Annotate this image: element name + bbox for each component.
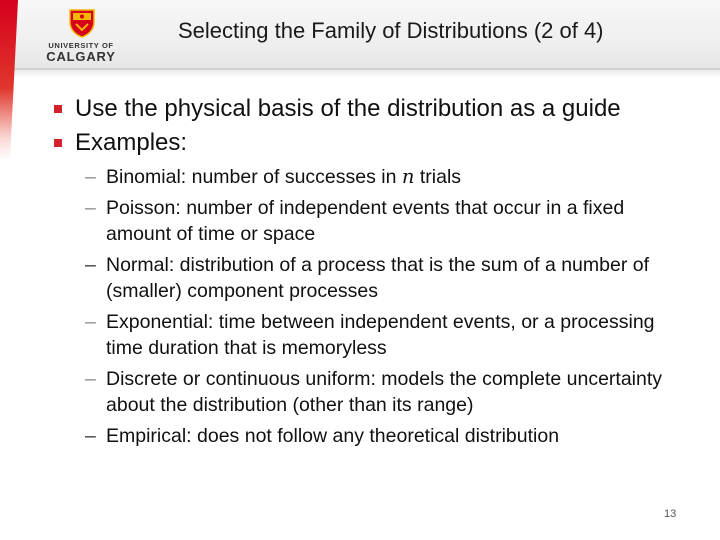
crest-icon [68,8,96,38]
example-variable: n [401,165,415,188]
example-item [85,423,692,449]
example-text-pre: Binomial: number of successes in [106,166,402,188]
example-text: Normal: distribution of a process that is the sum of a number of (smaller) component processes [106,254,650,302]
dash-bullet-icon: – [85,311,96,333]
square-bullet-icon [54,139,62,147]
example-text: Exponential: time between independent events, or a processing time duration that is memoryless [106,311,655,359]
bullet-item [52,92,692,126]
slide-title: Selecting the Family of Distributions (2 of 4) [178,18,604,43]
example-item [85,366,692,418]
page-number: 13 [664,508,677,520]
example-item [85,252,692,304]
example-item [85,309,692,361]
university-logo [44,8,118,64]
examples-list [85,164,692,449]
dash-bullet-icon: – [85,197,96,219]
square-bullet-icon [54,105,62,113]
example-text: Discrete or continuous uniform: models the complete uncertainty about the distribution (other than its range) [106,368,663,416]
bullet-text: Examples: [75,129,188,156]
bullet-item [52,126,692,160]
example-item [85,195,692,247]
example-text-post: trials [414,166,462,188]
bullet-text: Use the physical basis of the distribution as a guide [75,95,621,122]
logo-line1: UNIVERSITY OF [48,41,114,50]
example-text: Empirical: does not follow any theoretical distribution [106,425,560,447]
content-body [52,92,692,454]
dash-bullet-icon: – [85,166,96,188]
dash-bullet-icon: – [85,368,96,390]
logo-line2: CALGARY [46,49,116,64]
header-shadow [0,68,720,78]
red-accent-stripe [0,0,18,160]
dash-bullet-icon: – [85,254,96,276]
example-item [85,164,692,190]
example-text: Poisson: number of independent events that occur in a fixed amount of time or space [106,197,625,245]
dash-bullet-icon: – [85,425,96,447]
